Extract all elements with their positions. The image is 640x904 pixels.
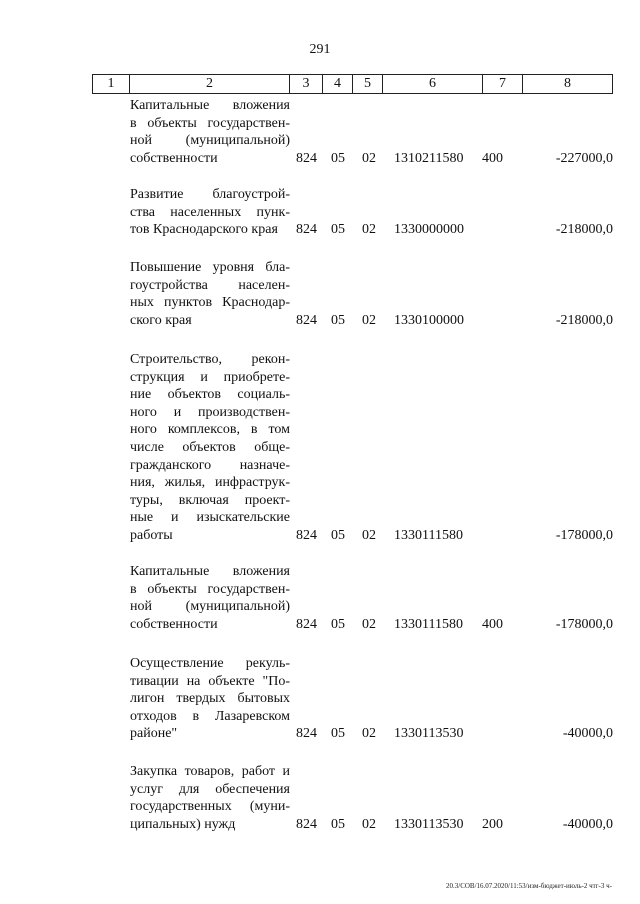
code-pr: 02 — [362, 616, 376, 632]
row-description — [130, 97, 290, 167]
amount: -218000,0 — [555, 312, 613, 328]
row-description — [130, 186, 290, 239]
footer-stamp: 20.3/СОВ/16.07.2020/11:53/изм-бюджет-июль-2 чтг-3 ч- — [446, 882, 612, 890]
description-line: ной (муниципальной) — [130, 133, 290, 149]
description-line: числе объектов обще- — [130, 439, 290, 455]
description-line: лигон твердых бытовых — [130, 691, 290, 707]
code-csr: 1330100000 — [394, 312, 464, 328]
code-rz: 05 — [331, 616, 345, 632]
description-line: ние объектов социаль- — [130, 387, 290, 403]
code-pr: 02 — [362, 222, 376, 238]
amount: -178000,0 — [555, 616, 613, 632]
description-line: тов Краснодарского края — [130, 222, 278, 238]
code-rz: 05 — [331, 222, 345, 238]
code-csr: 1330113530 — [394, 726, 464, 742]
row-description — [130, 259, 290, 329]
code-ved: 824 — [296, 150, 317, 166]
amount: -40000,0 — [562, 726, 613, 742]
amount: -178000,0 — [555, 528, 613, 543]
header-col-7: 7 — [482, 75, 522, 93]
amount: -40000,0 — [562, 816, 613, 832]
code-ved: 824 — [296, 222, 317, 238]
description-line: гражданского назначе- — [130, 457, 290, 473]
code-vr: 400 — [482, 150, 503, 166]
code-ved: 824 — [296, 726, 317, 742]
amount: -227000,0 — [555, 150, 613, 166]
code-pr: 02 — [362, 150, 376, 166]
description-line: в объекты государствен- — [130, 581, 290, 597]
code-rz: 05 — [331, 150, 345, 166]
description-line: собственности — [130, 150, 218, 166]
description-line: ния, жилья, инфраструк- — [130, 475, 290, 491]
code-pr: 02 — [362, 312, 376, 328]
header-col-6: 6 — [382, 75, 482, 93]
header-col-8: 8 — [522, 75, 612, 93]
code-ved: 824 — [296, 616, 317, 632]
description-line: Строительство, рекон- — [130, 352, 290, 367]
description-line: ного и производствен- — [130, 404, 290, 420]
description-line: собственности — [130, 616, 218, 632]
description-line: ные и изыскательские — [130, 510, 290, 526]
header-col-4: 4 — [322, 75, 352, 93]
code-vr: 400 — [482, 616, 503, 632]
description-line: районе" — [130, 726, 178, 742]
row-description — [130, 563, 290, 633]
code-ved: 824 — [296, 816, 317, 832]
description-line: ных пунктов Краснодар- — [130, 295, 290, 311]
description-line: отходов в Лазаревском — [130, 708, 290, 724]
description-line: Развитие благоустрой- — [130, 187, 290, 202]
description-line: ного комплексов, в том — [130, 422, 290, 438]
code-rz: 05 — [331, 528, 345, 543]
code-csr: 1330000000 — [394, 222, 464, 238]
code-csr: 1330113530 — [394, 816, 464, 832]
description-line: ципальных) нужд — [130, 816, 236, 832]
page-number: 291 — [309, 42, 331, 57]
description-line: туры, включая проект- — [130, 492, 290, 508]
code-rz: 05 — [331, 816, 345, 832]
code-pr: 02 — [362, 726, 376, 742]
header-col-2: 2 — [129, 75, 289, 93]
description-line: Капитальные вложения — [130, 98, 290, 113]
description-line: тивации на объекте "По- — [130, 673, 290, 689]
code-csr: 1310211580 — [394, 150, 464, 166]
description-line: струкция и приобрете- — [130, 369, 290, 385]
header-col-3: 3 — [289, 75, 322, 93]
description-line: услуг для обеспечения — [130, 781, 290, 797]
description-line: ства населенных пунк- — [130, 204, 290, 220]
row-description — [130, 655, 290, 743]
row-description — [130, 351, 290, 545]
header-col-5: 5 — [352, 75, 382, 93]
amount: -218000,0 — [555, 222, 613, 238]
code-pr: 02 — [362, 816, 376, 832]
description-line: ной (муниципальной) — [130, 599, 290, 615]
description-line: Осуществление рекуль- — [130, 656, 290, 671]
description-line: работы — [130, 527, 173, 543]
row-description — [130, 763, 290, 833]
description-line: Закупка товаров, работ и — [130, 764, 290, 779]
description-line: Капитальные вложения — [130, 564, 290, 579]
code-vr: 200 — [482, 816, 503, 832]
table-header — [92, 74, 613, 94]
description-line: Повышение уровня бла- — [130, 260, 290, 275]
description-line: ского края — [130, 312, 192, 328]
code-ved: 824 — [296, 312, 317, 328]
code-rz: 05 — [331, 726, 345, 742]
description-line: государственных (муни- — [130, 799, 290, 815]
code-rz: 05 — [331, 312, 345, 328]
description-line: в объекты государствен- — [130, 115, 290, 131]
description-line: гоустройства населен- — [130, 277, 290, 293]
code-pr: 02 — [362, 528, 376, 543]
header-col-1: 1 — [107, 76, 115, 91]
code-ved: 824 — [296, 528, 317, 543]
code-csr: 1330111580 — [394, 616, 463, 632]
code-csr: 1330111580 — [394, 528, 463, 543]
